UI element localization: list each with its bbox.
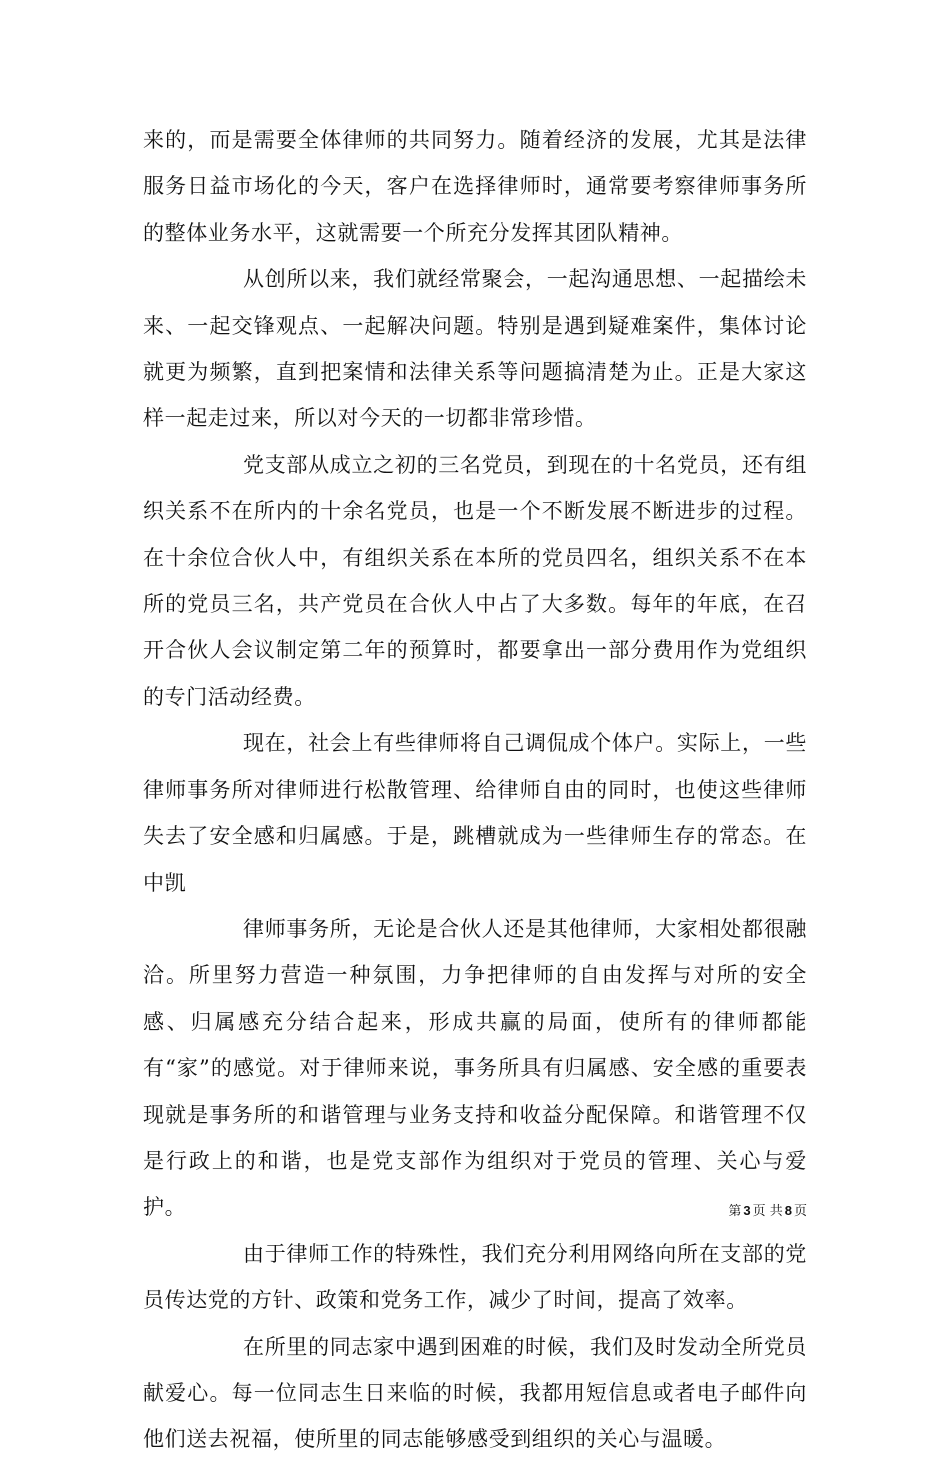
document-body [143,117,807,1463]
current-page-number: 3 [743,1203,751,1218]
paragraph-5: 律师事务所，无论是合伙人还是其他律师，大家相处都很融洽。所里努力营造一种氛围，力争把律师的自由发挥与对所的安全感、归属感充分结合起来，形成共赢的局面，使所有的律师都能有“家”的感觉。对于律师来说，事务所具有归属感、安全感的重要表现就是事务所的和谐管理与业务支持和收益分配保障。和谐管理不仅是行政上的和谐，也是党支部作为组织对于党员的管理、关心与爱护。 [143,916,807,1220]
footer-suffix: 页 [793,1204,807,1219]
paragraph-4: 现在，社会上有些律师将自己调侃成个体户。实际上，一些律师事务所对律师进行松散管理、给律师自由的同时，也使这些律师失去了安全感和归属感。于是，跳槽就成为一些律师生存的常态。在中凯 [143,731,807,895]
paragraph-3: 党支部从成立之初的三名党员，到现在的十名党员，还有组织关系不在所内的十余名党员，也是一个不断发展不断进步的过程。在十余位合伙人中，有组织关系在本所的党员四名，组织关系不在本所的党员三名，共产党员在合伙人中占了大多数。每年的年底，在召开合伙人会议制定第二年的预算时，都要拿出一部分费用作为党组织的专门活动经费。 [143,452,807,709]
total-page-count: 8 [784,1203,792,1218]
footer-middle: 页 共 [752,1204,783,1219]
paragraph-1: 来的，而是需要全体律师的共同努力。随着经济的发展，尤其是法律服务日益市场化的今天，客户在选择律师时，通常要考察律师事务所的整体业务水平，这就需要一个所充分发挥其团队精神。 [143,128,807,245]
paragraph-2: 从创所以来，我们就经常聚会，一起沟通思想、一起描绘未来、一起交锋观点、一起解决问题。特别是遇到疑难案件，集体讨论就更为频繁，直到把案情和法律关系等问题搞清楚为止。正是大家这样一起走过来，所以对今天的一切都非常珍惜。 [143,267,807,431]
footer-prefix: 第 [728,1204,742,1219]
page-number-footer [728,1202,807,1221]
paragraph-6: 由于律师工作的特殊性，我们充分利用网络向所在支部的党员传达党的方针、政策和党务工作，减少了时间，提高了效率。 [143,1241,807,1313]
paragraph-7: 在所里的同志家中遇到困难的时候，我们及时发动全所党员献爱心。每一位同志生日来临的时候，我都用短信息或者电子邮件向他们送去祝福，使所里的同志能够感受到组织的关心与温暖。 [143,1334,807,1452]
